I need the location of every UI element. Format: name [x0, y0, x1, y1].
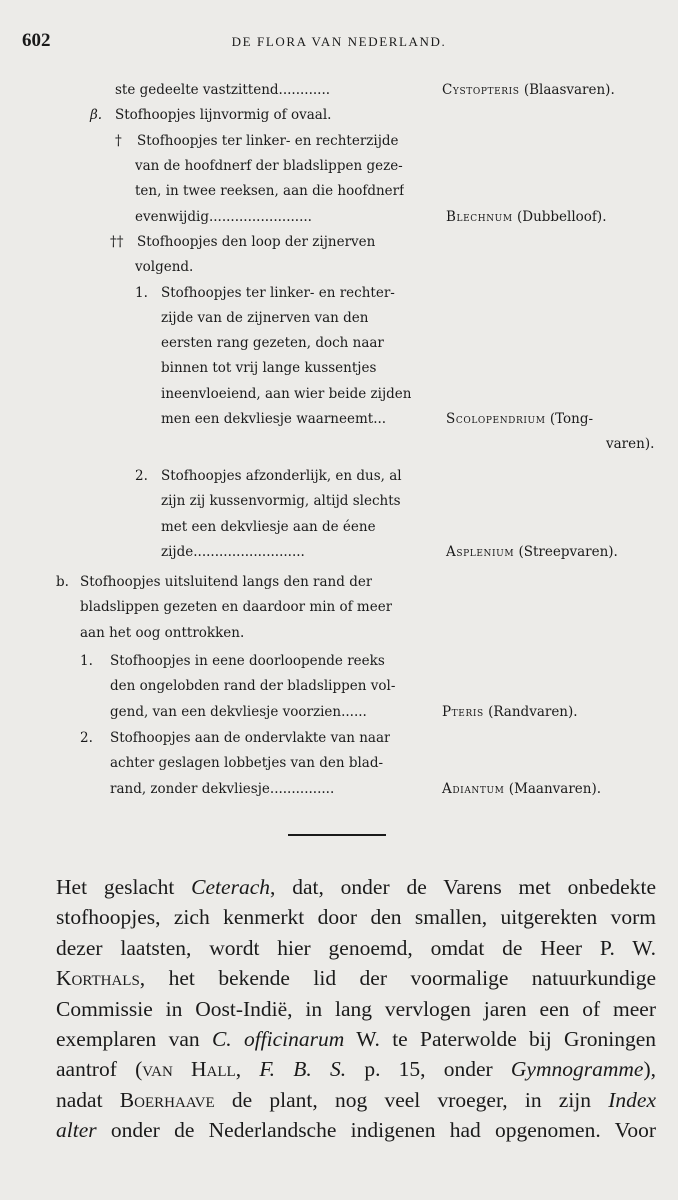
genus-name: Blechnum	[446, 209, 513, 225]
key-text: achter geslagen lobbetjes van den blad-	[110, 755, 384, 771]
genus-italic: Gymnogramme	[510, 1057, 644, 1082]
person-name: Boerhaave	[119, 1087, 215, 1112]
key-mark: β.	[90, 107, 103, 123]
key-text: Stofhoopjes ter linker- en rechter-	[161, 285, 395, 301]
key-text: men een dekvliesje waarneemt...	[161, 411, 387, 427]
common-name: (Randvaren).	[488, 704, 578, 720]
key-text: Stofhoopjes ter linker- en rechterzijde	[137, 133, 399, 149]
common-name: (Blaasvaren).	[523, 82, 615, 98]
person-name: Korthals	[56, 966, 140, 991]
key-text: eersten rang gezeten, doch naar	[161, 335, 384, 351]
text-run: aantrof (	[56, 1057, 143, 1082]
dagger-mark: †	[115, 133, 122, 149]
genus-entry	[442, 700, 578, 725]
body-paragraph	[56, 872, 656, 1146]
key-text: Stofhoopjes aan de ondervlakte van naar	[110, 730, 391, 746]
species-italic: C. officinarum	[211, 1026, 345, 1051]
prose-line	[56, 1024, 656, 1054]
citation-italic: F. B. S.	[259, 1057, 347, 1082]
key-text: bladslippen gezeten en daardoor min of meer	[80, 599, 393, 615]
key-mark: 2.	[80, 730, 93, 746]
text-run: ,	[235, 1057, 260, 1082]
key-text: evenwijdig........................	[135, 209, 312, 225]
title-italic: alter	[56, 1118, 97, 1143]
running-title: DE FLORA VAN NEDERLAND.	[231, 34, 447, 49]
common-name: (Maanvaren).	[508, 781, 602, 797]
key-text: van de hoofdnerf der bladslippen geze-	[135, 158, 403, 174]
key-text: Stofhoopjes uitsluitend langs den rand der	[80, 574, 373, 590]
key-text: ineenvloeiend, aan wier beide zijden	[161, 386, 412, 402]
common-name: (Streepvaren).	[518, 544, 618, 560]
text-run: nadat	[56, 1087, 120, 1112]
prose-line	[56, 1085, 656, 1115]
key-text: rand, zonder dekvliesje...............	[110, 781, 335, 797]
key-text: zijde van de zijnerven van den	[161, 310, 369, 326]
key-text: gend, van een dekvliesje voorzien......	[110, 704, 367, 720]
key-mark: 2.	[135, 468, 148, 484]
common-name: (Dubbelloof).	[516, 209, 607, 225]
genus-entry	[442, 777, 601, 802]
key-text: aan het oog onttrokken.	[80, 625, 245, 641]
prose-line	[56, 1054, 656, 1084]
genus-name: Adiantum	[442, 781, 505, 797]
key-text: Stofhoopjes in eene doorloopende reeks	[110, 653, 385, 669]
genus-italic: Ceterach	[191, 875, 270, 899]
key-text: den ongelobden rand der bladslippen vol-	[110, 678, 396, 694]
prose-line	[56, 872, 656, 902]
prose-line	[56, 963, 656, 993]
common-name: (Tong-	[549, 411, 594, 427]
genus-entry	[442, 78, 615, 103]
prose-line	[56, 1115, 656, 1145]
key-mark: 1.	[80, 653, 93, 669]
genus-name: Pteris	[442, 704, 484, 720]
genus-name: Scolopendrium	[446, 411, 546, 427]
title-italic: Index	[608, 1087, 656, 1112]
person-name: van Hall	[142, 1057, 236, 1082]
page-number: 602	[22, 30, 51, 51]
genus-entry	[446, 205, 607, 230]
genus-entry	[446, 407, 593, 432]
key-text: ste gedeelte vastzittend............	[115, 82, 331, 98]
text-run: W. te Paterwolde bij Groningen	[344, 1026, 656, 1051]
text-run: Het geslacht	[56, 875, 192, 899]
key-text: Stofhoopjes lijnvormig of ovaal.	[115, 107, 332, 123]
key-text: volgend.	[135, 259, 194, 275]
key-text: zijn zij kussenvormig, altijd slechts	[161, 493, 401, 509]
key-text: Stofhoopjes den loop der zijnerven	[137, 234, 376, 250]
text-run: p. 15, onder	[346, 1057, 511, 1082]
key-mark: 1.	[135, 285, 148, 301]
common-name-continued: varen).	[606, 436, 655, 452]
text-run: , het bekende lid der voormalige natuurkundige	[139, 966, 656, 991]
section-divider	[288, 834, 386, 836]
page-header	[22, 30, 656, 54]
genus-name: Cystopteris	[442, 82, 520, 98]
text-run: exemplaren van	[56, 1026, 212, 1051]
prose-line: Commissie in Oost-Indië, in lang vervlogen jaren een of meer	[56, 996, 656, 1021]
text-run: , dat, onder de Varens met onbedekte	[269, 875, 656, 899]
text-run: ),	[643, 1057, 657, 1082]
key-text: zijde..........................	[161, 544, 305, 560]
double-dagger-mark: ††	[110, 234, 124, 250]
key-text: ten, in twee reeksen, aan die hoofdnerf	[135, 183, 405, 199]
key-text: met een dekvliesje aan de éene	[161, 519, 376, 535]
genus-entry	[446, 540, 618, 565]
key-mark: b.	[56, 574, 69, 590]
genus-name: Asplenium	[446, 544, 515, 560]
key-text: binnen tot vrij lange kussentjes	[161, 360, 377, 376]
text-run: de plant, nog veel vroeger, in zijn	[214, 1087, 609, 1112]
prose-line: dezer laatsten, wordt hier genoemd, omdat de Heer P. W.	[56, 935, 656, 960]
text-run: onder de Nederlandsche indigenen had opgenomen. Voor	[96, 1118, 656, 1143]
prose-line: stofhoopjes, zich kenmerkt door den smallen, uitgerekten vorm	[56, 905, 656, 930]
key-text: Stofhoopjes afzonderlijk, en dus, al	[161, 468, 402, 484]
